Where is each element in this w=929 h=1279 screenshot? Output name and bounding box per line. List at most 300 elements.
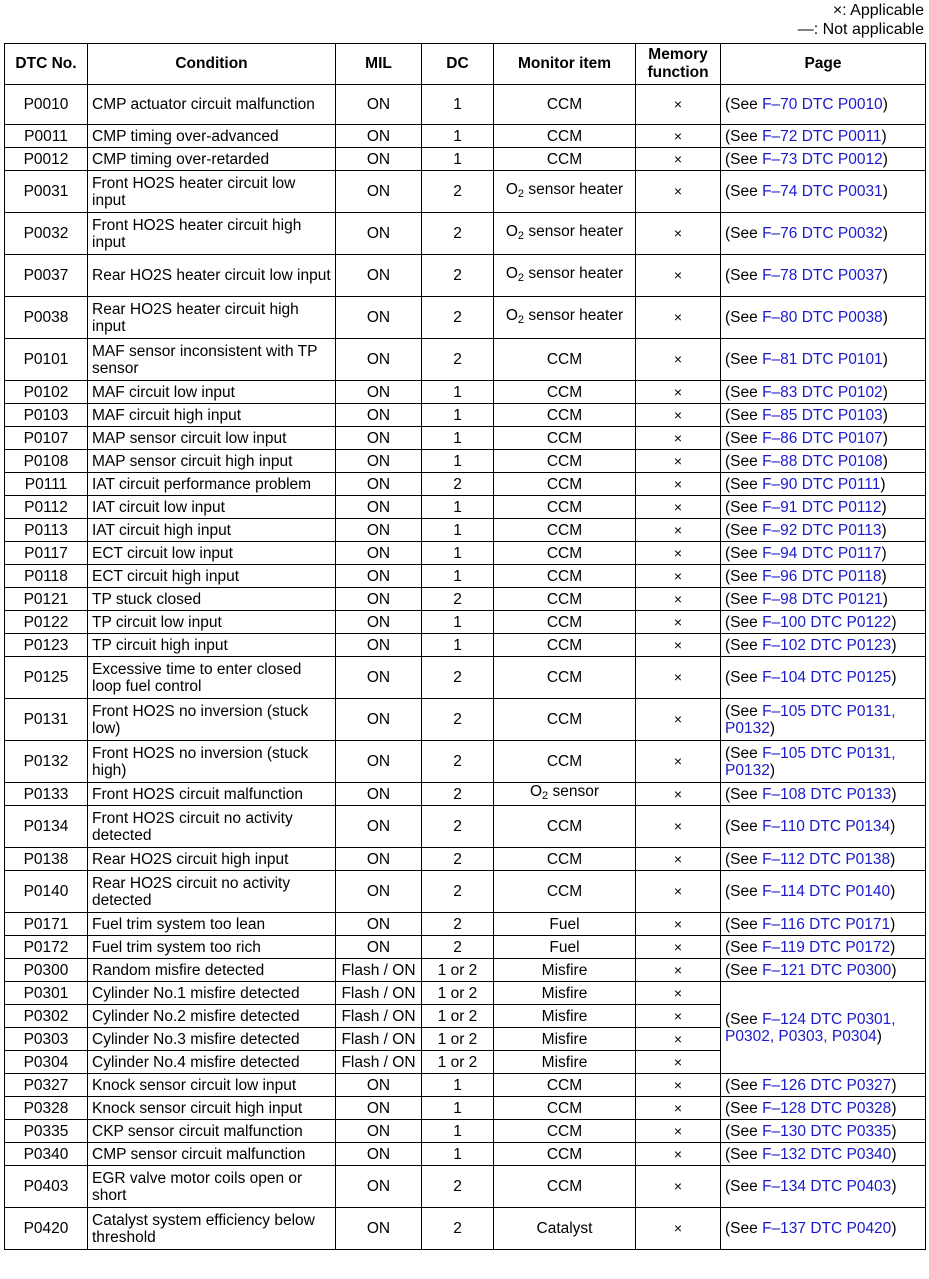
page-link[interactable]: F–110 DTC P0134 [762, 818, 891, 835]
page-cell [721, 125, 926, 148]
dtc-cell: P0121 [5, 588, 88, 611]
dc-cell: 1 [422, 381, 494, 404]
condition-cell: Rear HO2S heater circuit high input [88, 297, 336, 339]
dc-cell: 1 [422, 1120, 494, 1143]
table-row [5, 611, 926, 634]
condition-cell: TP circuit high input [88, 634, 336, 657]
condition-cell: Rear HO2S circuit high input [88, 848, 336, 871]
dc-cell: 2 [422, 871, 494, 913]
page-link[interactable]: F–114 DTC P0140 [762, 883, 891, 900]
monitor-cell: Misfire [494, 982, 636, 1005]
page-link[interactable]: F–102 DTC P0123 [762, 636, 892, 654]
dtc-cell: P0112 [5, 496, 88, 519]
memory-cell: × [636, 381, 721, 404]
page-cell [721, 634, 926, 657]
mil-cell: ON [336, 542, 422, 565]
page-suffix: ) [891, 636, 897, 654]
memory-cell: × [636, 404, 721, 427]
monitor-cell: $O_2$ sensor heater [494, 171, 636, 213]
monitor-cell: $O_2$ sensor [494, 783, 636, 806]
monitor-cell: CCM [494, 450, 636, 473]
page-link[interactable]: F–72 DTC P0011 [762, 127, 882, 145]
dc-cell: 2 [422, 297, 494, 339]
monitor-cell: CCM [494, 473, 636, 496]
page-cell [721, 171, 926, 213]
page-suffix: ) [891, 1076, 897, 1094]
page-cell [721, 982, 926, 1074]
header-dc: DC [422, 44, 494, 85]
mil-cell: ON [336, 148, 422, 171]
monitor-cell: CCM [494, 871, 636, 913]
page-cell [721, 699, 926, 741]
table-row [5, 148, 926, 171]
mil-cell: ON [336, 171, 422, 213]
page-cell [721, 783, 926, 806]
condition-cell: MAP sensor circuit low input [88, 427, 336, 450]
memory-cell: × [636, 1143, 721, 1166]
page-cell [721, 565, 926, 588]
mil-cell: ON [336, 611, 422, 634]
page-link[interactable]: F–92 DTC P0113 [762, 521, 882, 539]
page-suffix: ) [882, 406, 888, 424]
table-row [5, 255, 926, 297]
memory-cell: × [636, 806, 721, 848]
condition-cell: MAP sensor circuit high input [88, 450, 336, 473]
page-link[interactable]: F–94 DTC P0117 [762, 544, 882, 562]
page-cell [721, 519, 926, 542]
page-suffix: ) [882, 590, 888, 608]
page-prefix: (See [725, 429, 763, 447]
table-row [5, 1074, 926, 1097]
mil-cell: ON [336, 213, 422, 255]
monitor-cell: CCM [494, 85, 636, 125]
dtc-cell: P0171 [5, 913, 88, 936]
page-link[interactable]: F–81 DTC P0101 [762, 351, 883, 368]
table-body [5, 85, 926, 1250]
memory-cell: × [636, 148, 721, 171]
dtc-cell: P0011 [5, 125, 88, 148]
monitor-cell: CCM [494, 848, 636, 871]
page-link[interactable]: F–86 DTC P0107 [762, 429, 883, 447]
page-cell [721, 806, 926, 848]
page-prefix: (See [725, 1076, 763, 1094]
page-cell [721, 1143, 926, 1166]
memory-cell: × [636, 171, 721, 213]
page-cell [721, 913, 926, 936]
memory-cell: × [636, 783, 721, 806]
page-link[interactable]: F–83 DTC P0102 [762, 383, 883, 401]
mil-cell: ON [336, 404, 422, 427]
page-suffix: ) [891, 1178, 897, 1195]
page-cell [721, 1097, 926, 1120]
monitor-cell: CCM [494, 657, 636, 699]
page-suffix: ) [881, 521, 887, 539]
condition-cell: CMP actuator circuit malfunction [88, 85, 336, 125]
page-link[interactable]: F–116 DTC P0171 [762, 915, 891, 933]
table-row [5, 404, 926, 427]
page-suffix: ) [881, 567, 887, 585]
page-prefix: (See [725, 96, 763, 113]
page-suffix: ) [882, 429, 888, 447]
table-row [5, 1143, 926, 1166]
table-row [5, 913, 926, 936]
page-suffix: ) [882, 183, 888, 200]
condition-cell: Knock sensor circuit low input [88, 1074, 336, 1097]
page-prefix: (See [725, 1178, 763, 1195]
condition-cell: CKP sensor circuit malfunction [88, 1120, 336, 1143]
page-link[interactable]: F–134 DTC P0403 [762, 1178, 892, 1195]
page-link[interactable]: F–78 DTC P0037 [762, 267, 883, 284]
mil-cell: Flash / ON [336, 1051, 422, 1074]
table-row [5, 565, 926, 588]
memory-cell: × [636, 519, 721, 542]
page-link[interactable]: F–124 DTC P0301, P0302, P0303, P0304 [725, 1010, 896, 1045]
page-link[interactable]: F–128 DTC P0328 [762, 1099, 892, 1117]
table-row [5, 381, 926, 404]
page-link[interactable]: F–121 DTC P0300 [762, 961, 892, 979]
condition-cell: Cylinder No.1 misfire detected [88, 982, 336, 1005]
dc-cell: 1 [422, 611, 494, 634]
page-prefix: (See [725, 818, 763, 835]
monitor-cell: Misfire [494, 1005, 636, 1028]
memory-cell: × [636, 913, 721, 936]
memory-cell: × [636, 936, 721, 959]
page-cell [721, 496, 926, 519]
page-cell [721, 936, 926, 959]
dtc-cell: P0304 [5, 1051, 88, 1074]
dc-cell: 1 [422, 1074, 494, 1097]
page-link[interactable]: F–108 DTC P0133 [762, 785, 892, 803]
memory-cell: × [636, 959, 721, 982]
monitor-cell: CCM [494, 699, 636, 741]
page-cell [721, 297, 926, 339]
page-link[interactable]: F–112 DTC P0138 [762, 850, 891, 868]
page-suffix: ) [890, 818, 896, 835]
dc-cell: 1 [422, 634, 494, 657]
page-suffix: ) [882, 351, 888, 368]
page-link[interactable]: F–105 DTC P0131, P0132 [725, 744, 896, 779]
page-cell [721, 848, 926, 871]
page-suffix: ) [891, 1122, 897, 1140]
page-link[interactable]: F–130 DTC P0335 [762, 1122, 892, 1140]
dc-cell: 2 [422, 913, 494, 936]
page-prefix: (See [725, 702, 763, 720]
page-link[interactable]: F–105 DTC P0131, P0132 [725, 702, 896, 737]
monitor-cell: CCM [494, 806, 636, 848]
page-prefix: (See [725, 567, 763, 585]
mil-cell: ON [336, 381, 422, 404]
page-prefix: (See [725, 1145, 763, 1163]
memory-cell: × [636, 1166, 721, 1208]
mil-cell: Flash / ON [336, 1028, 422, 1051]
mil-cell: ON [336, 657, 422, 699]
dtc-cell: P0037 [5, 255, 88, 297]
page-link[interactable]: F–80 DTC P0038 [762, 309, 883, 326]
table-row [5, 657, 926, 699]
condition-cell: Front HO2S circuit no activity detected [88, 806, 336, 848]
page-link[interactable]: F–137 DTC P0420 [762, 1220, 892, 1237]
memory-cell: × [636, 427, 721, 450]
page-cell [721, 450, 926, 473]
dtc-cell: P0340 [5, 1143, 88, 1166]
condition-cell: Excessive time to enter closed loop fuel control [88, 657, 336, 699]
page-link[interactable]: F–104 DTC P0125 [762, 669, 892, 686]
mil-cell: ON [336, 1208, 422, 1250]
page-link[interactable]: F–90 DTC P0111 [762, 475, 881, 493]
memory-cell: × [636, 1097, 721, 1120]
mil-cell: ON [336, 936, 422, 959]
page-link[interactable]: F–132 DTC P0340 [762, 1145, 892, 1163]
page-suffix: ) [891, 1220, 897, 1237]
dtc-cell: P0103 [5, 404, 88, 427]
monitor-cell: Misfire [494, 1051, 636, 1074]
condition-cell: CMP sensor circuit malfunction [88, 1143, 336, 1166]
page-prefix: (See [725, 1010, 763, 1028]
page-cell [721, 542, 926, 565]
page-cell [721, 85, 926, 125]
mil-cell: ON [336, 1097, 422, 1120]
page-cell [721, 1120, 926, 1143]
mil-cell: ON [336, 871, 422, 913]
mil-cell: ON [336, 297, 422, 339]
dtc-cell: P0122 [5, 611, 88, 634]
condition-cell: Front HO2S no inversion (stuck low) [88, 699, 336, 741]
page-link[interactable]: F–88 DTC P0108 [762, 452, 883, 470]
monitor-cell: CCM [494, 339, 636, 381]
page-link[interactable]: F–98 DTC P0121 [762, 590, 883, 608]
memory-cell: × [636, 565, 721, 588]
page-link[interactable]: F–73 DTC P0012 [762, 150, 883, 168]
dc-cell: 1 [422, 404, 494, 427]
memory-cell: × [636, 1005, 721, 1028]
monitor-cell: Misfire [494, 959, 636, 982]
memory-cell: × [636, 496, 721, 519]
dtc-cell: P0108 [5, 450, 88, 473]
page-cell [721, 213, 926, 255]
dtc-cell: P0300 [5, 959, 88, 982]
page-prefix: (See [725, 475, 763, 493]
mil-cell: Flash / ON [336, 982, 422, 1005]
page-link[interactable]: F–96 DTC P0118 [762, 567, 882, 585]
mil-cell: ON [336, 741, 422, 783]
page-link[interactable]: F–70 DTC P0010 [762, 96, 883, 113]
page-suffix: ) [882, 96, 888, 113]
table-row [5, 496, 926, 519]
condition-cell: Rear HO2S heater circuit low input [88, 255, 336, 297]
mil-cell: ON [336, 339, 422, 381]
monitor-cell: Catalyst [494, 1208, 636, 1250]
mil-cell: ON [336, 473, 422, 496]
mil-cell: ON [336, 1143, 422, 1166]
dc-cell: 1 [422, 565, 494, 588]
dc-cell: 2 [422, 1208, 494, 1250]
table-row [5, 519, 926, 542]
monitor-cell: CCM [494, 611, 636, 634]
condition-cell: IAT circuit low input [88, 496, 336, 519]
dc-cell: 1 [422, 427, 494, 450]
page-prefix: (See [725, 351, 763, 368]
page-cell [721, 657, 926, 699]
dc-cell: 2 [422, 741, 494, 783]
page-prefix: (See [725, 498, 763, 516]
page-suffix: ) [890, 938, 896, 956]
page-cell [721, 339, 926, 381]
page-suffix: ) [891, 1145, 897, 1163]
dc-cell: 2 [422, 255, 494, 297]
page-link[interactable]: F–74 DTC P0031 [762, 183, 883, 200]
page-link[interactable]: F–100 DTC P0122 [762, 613, 892, 631]
dtc-cell: P0420 [5, 1208, 88, 1250]
page-cell [721, 1208, 926, 1250]
page-prefix: (See [725, 225, 763, 242]
mil-cell: ON [336, 634, 422, 657]
page-prefix: (See [725, 961, 763, 979]
page-prefix: (See [725, 883, 763, 900]
dtc-cell: P0117 [5, 542, 88, 565]
condition-cell: ECT circuit high input [88, 565, 336, 588]
condition-cell: IAT circuit high input [88, 519, 336, 542]
table-row [5, 699, 926, 741]
page-suffix: ) [882, 267, 888, 284]
dtc-cell: P0335 [5, 1120, 88, 1143]
page-prefix: (See [725, 785, 763, 803]
page-cell [721, 1074, 926, 1097]
dtc-cell: P0113 [5, 519, 88, 542]
dc-cell: 1 or 2 [422, 982, 494, 1005]
page-suffix: ) [882, 383, 888, 401]
page-link[interactable]: F–85 DTC P0103 [762, 406, 883, 424]
condition-cell: ECT circuit low input [88, 542, 336, 565]
condition-cell: Fuel trim system too rich [88, 936, 336, 959]
dc-cell: 2 [422, 213, 494, 255]
memory-cell: × [636, 1051, 721, 1074]
memory-cell: × [636, 213, 721, 255]
mil-cell: ON [336, 255, 422, 297]
page-prefix: (See [725, 669, 763, 686]
page-suffix: ) [890, 850, 896, 868]
page-cell [721, 741, 926, 783]
dtc-cell: P0123 [5, 634, 88, 657]
page-suffix: ) [891, 669, 897, 686]
memory-cell: × [636, 657, 721, 699]
memory-cell: × [636, 85, 721, 125]
table-row [5, 473, 926, 496]
page-link[interactable]: F–126 DTC P0327 [762, 1076, 892, 1094]
dc-cell: 2 [422, 473, 494, 496]
table-row [5, 1097, 926, 1120]
dtc-cell: P0012 [5, 148, 88, 171]
dc-cell: 1 [422, 1143, 494, 1166]
dtc-cell: P0131 [5, 699, 88, 741]
monitor-cell: Misfire [494, 1028, 636, 1051]
page-prefix: (See [725, 1099, 763, 1117]
dc-cell: 1 [422, 125, 494, 148]
page-link[interactable]: F–91 DTC P0112 [762, 498, 882, 516]
table-row [5, 588, 926, 611]
header-mil: MIL [336, 44, 422, 85]
dtc-cell: P0301 [5, 982, 88, 1005]
page-prefix: (See [725, 127, 763, 145]
dc-cell: 1 [422, 542, 494, 565]
dc-cell: 2 [422, 936, 494, 959]
monitor-cell: Fuel [494, 936, 636, 959]
monitor-cell: CCM [494, 125, 636, 148]
dc-cell: 2 [422, 1166, 494, 1208]
mil-cell: ON [336, 565, 422, 588]
dtc-cell: P0140 [5, 871, 88, 913]
table-row [5, 848, 926, 871]
page-suffix: ) [880, 475, 886, 493]
legend-not-applicable: —: Not applicable [797, 21, 924, 38]
header-monitor: Monitor item [494, 44, 636, 85]
page-prefix: (See [725, 383, 763, 401]
table-row [5, 783, 926, 806]
monitor-cell: CCM [494, 1074, 636, 1097]
dc-cell: 1 [422, 450, 494, 473]
page-link[interactable]: F–119 DTC P0172 [762, 938, 891, 956]
page-cell [721, 381, 926, 404]
memory-cell: × [636, 1120, 721, 1143]
mil-cell: ON [336, 806, 422, 848]
page-prefix: (See [725, 521, 763, 539]
legend-applicable: ×: Applicable [832, 2, 924, 19]
page-suffix: ) [881, 127, 887, 145]
memory-cell: × [636, 1028, 721, 1051]
page-cell [721, 427, 926, 450]
mil-cell: ON [336, 913, 422, 936]
monitor-cell: CCM [494, 542, 636, 565]
page-prefix: (See [725, 309, 763, 326]
dc-cell: 2 [422, 657, 494, 699]
condition-cell: Random misfire detected [88, 959, 336, 982]
table-row [5, 450, 926, 473]
monitor-cell: Fuel [494, 913, 636, 936]
page-suffix: ) [769, 761, 775, 779]
mil-cell: ON [336, 783, 422, 806]
page-cell [721, 871, 926, 913]
condition-cell: Fuel trim system too lean [88, 913, 336, 936]
monitor-cell: CCM [494, 588, 636, 611]
condition-cell: Cylinder No.2 misfire detected [88, 1005, 336, 1028]
page-link[interactable]: F–76 DTC P0032 [762, 225, 883, 242]
page-suffix: ) [891, 785, 897, 803]
page-cell [721, 1166, 926, 1208]
condition-cell: CMP timing over-retarded [88, 148, 336, 171]
dc-cell: 1 [422, 85, 494, 125]
monitor-cell: CCM [494, 404, 636, 427]
page-suffix: ) [882, 150, 888, 168]
page-suffix: ) [881, 544, 887, 562]
dc-cell: 1 [422, 496, 494, 519]
table-row [5, 85, 926, 125]
dtc-cell: P0031 [5, 171, 88, 213]
table-row [5, 741, 926, 783]
mil-cell: ON [336, 1166, 422, 1208]
dc-cell: 1 or 2 [422, 959, 494, 982]
table-row [5, 213, 926, 255]
page-cell [721, 404, 926, 427]
dc-cell: 2 [422, 848, 494, 871]
mil-cell: ON [336, 699, 422, 741]
condition-cell: Cylinder No.3 misfire detected [88, 1028, 336, 1051]
page-cell [721, 473, 926, 496]
table-row [5, 542, 926, 565]
dtc-cell: P0302 [5, 1005, 88, 1028]
condition-cell: Cylinder No.4 misfire detected [88, 1051, 336, 1074]
page-suffix: ) [890, 883, 896, 900]
page-prefix: (See [725, 150, 763, 168]
memory-cell: × [636, 634, 721, 657]
